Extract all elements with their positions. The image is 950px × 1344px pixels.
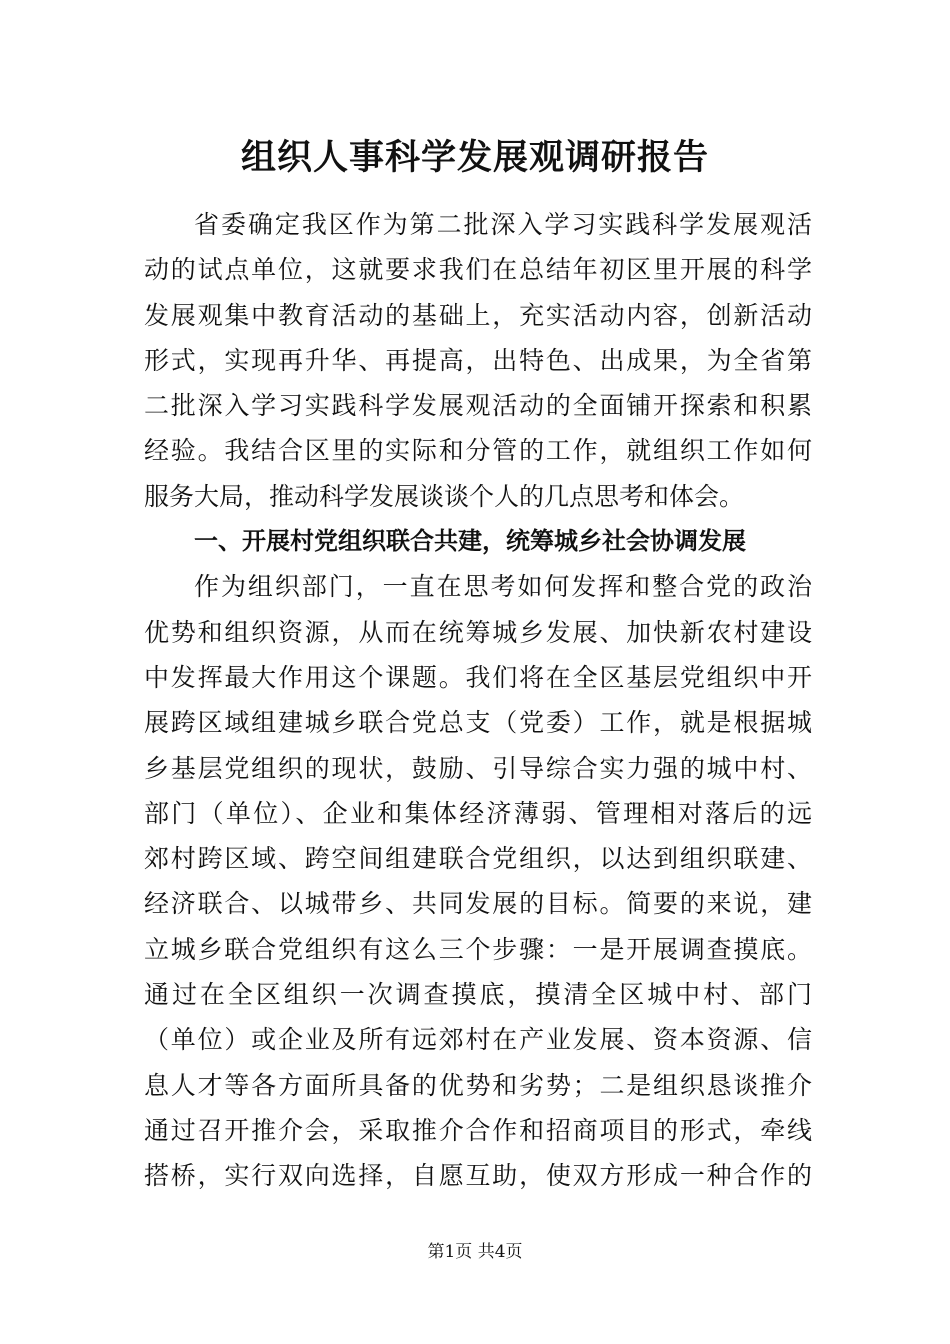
paragraph-line: 息人才等各方面所具备的优势和劣势；二是组织恳谈推介	[144, 1070, 812, 1100]
paragraph-line: 优势和组织资源，从而在统筹城乡发展、加快新农村建设	[144, 617, 812, 647]
paragraph-line: 部门（单位）、企业和集体经济薄弱、管理相对落后的远	[144, 798, 812, 828]
paragraph-line: 作为组织部门，一直在思考如何发挥和整合党的政治	[194, 572, 812, 602]
document-body	[144, 202, 812, 1199]
paragraph-line: 服务大局，推动科学发展谈谈个人的几点思考和体会。	[144, 481, 745, 511]
paragraph-line: 经验。我结合区里的实际和分管的工作，就组织工作如何	[144, 436, 812, 466]
paragraph-line: 通过召开推介会，采取推介合作和招商项目的形式，牵线	[144, 1115, 812, 1145]
paragraph-line: 经济联合、以城带乡、共同发展的目标。简要的来说，建	[144, 889, 812, 919]
paragraph-line: 展跨区域组建城乡联合党总支（党委）工作，就是根据城	[144, 708, 812, 738]
intro-paragraph	[144, 202, 812, 519]
paragraph-line: 乡基层党组织的现状，鼓励、引导综合实力强的城中村、	[144, 753, 812, 783]
paragraph-line: 发展观集中教育活动的基础上，充实活动内容，创新活动	[144, 300, 812, 330]
document-title: 组织人事科学发展观调研报告	[240, 137, 709, 178]
paragraph-line: 中发挥最大作用这个课题。我们将在全区基层党组织中开	[144, 662, 812, 692]
paragraph-line: 形式，实现再升华、再提高，出特色、出成果，为全省第	[144, 345, 812, 375]
section-paragraph	[144, 564, 812, 1198]
paragraph-line: 动的试点单位，这就要求我们在总结年初区里开展的科学	[144, 255, 812, 285]
paragraph-line: 立城乡联合党组织有这么三个步骤：一是开展调查摸底。	[144, 934, 812, 964]
paragraph-line: 通过在全区组织一次调查摸底，摸清全区城中村、部门	[144, 980, 812, 1010]
paragraph-line: 搭桥，实行双向选择，自愿互助，使双方形成一种合作的	[144, 1161, 812, 1191]
paragraph-line: 二批深入学习实践科学发展观活动的全面铺开探索和积累	[144, 391, 812, 421]
paragraph-line: 郊村跨区域、跨空间组建联合党组织，以达到组织联建、	[144, 844, 812, 874]
section-heading: 一、开展村党组织联合共建，统筹城乡社会协调发展	[194, 527, 746, 556]
paragraph-line: （单位）或企业及所有远郊村在产业发展、资本资源、信	[144, 1025, 812, 1055]
page-footer: 第1页 共4页	[427, 1242, 523, 1262]
paragraph-line: 省委确定我区作为第二批深入学习实践科学发展观活	[194, 210, 812, 239]
